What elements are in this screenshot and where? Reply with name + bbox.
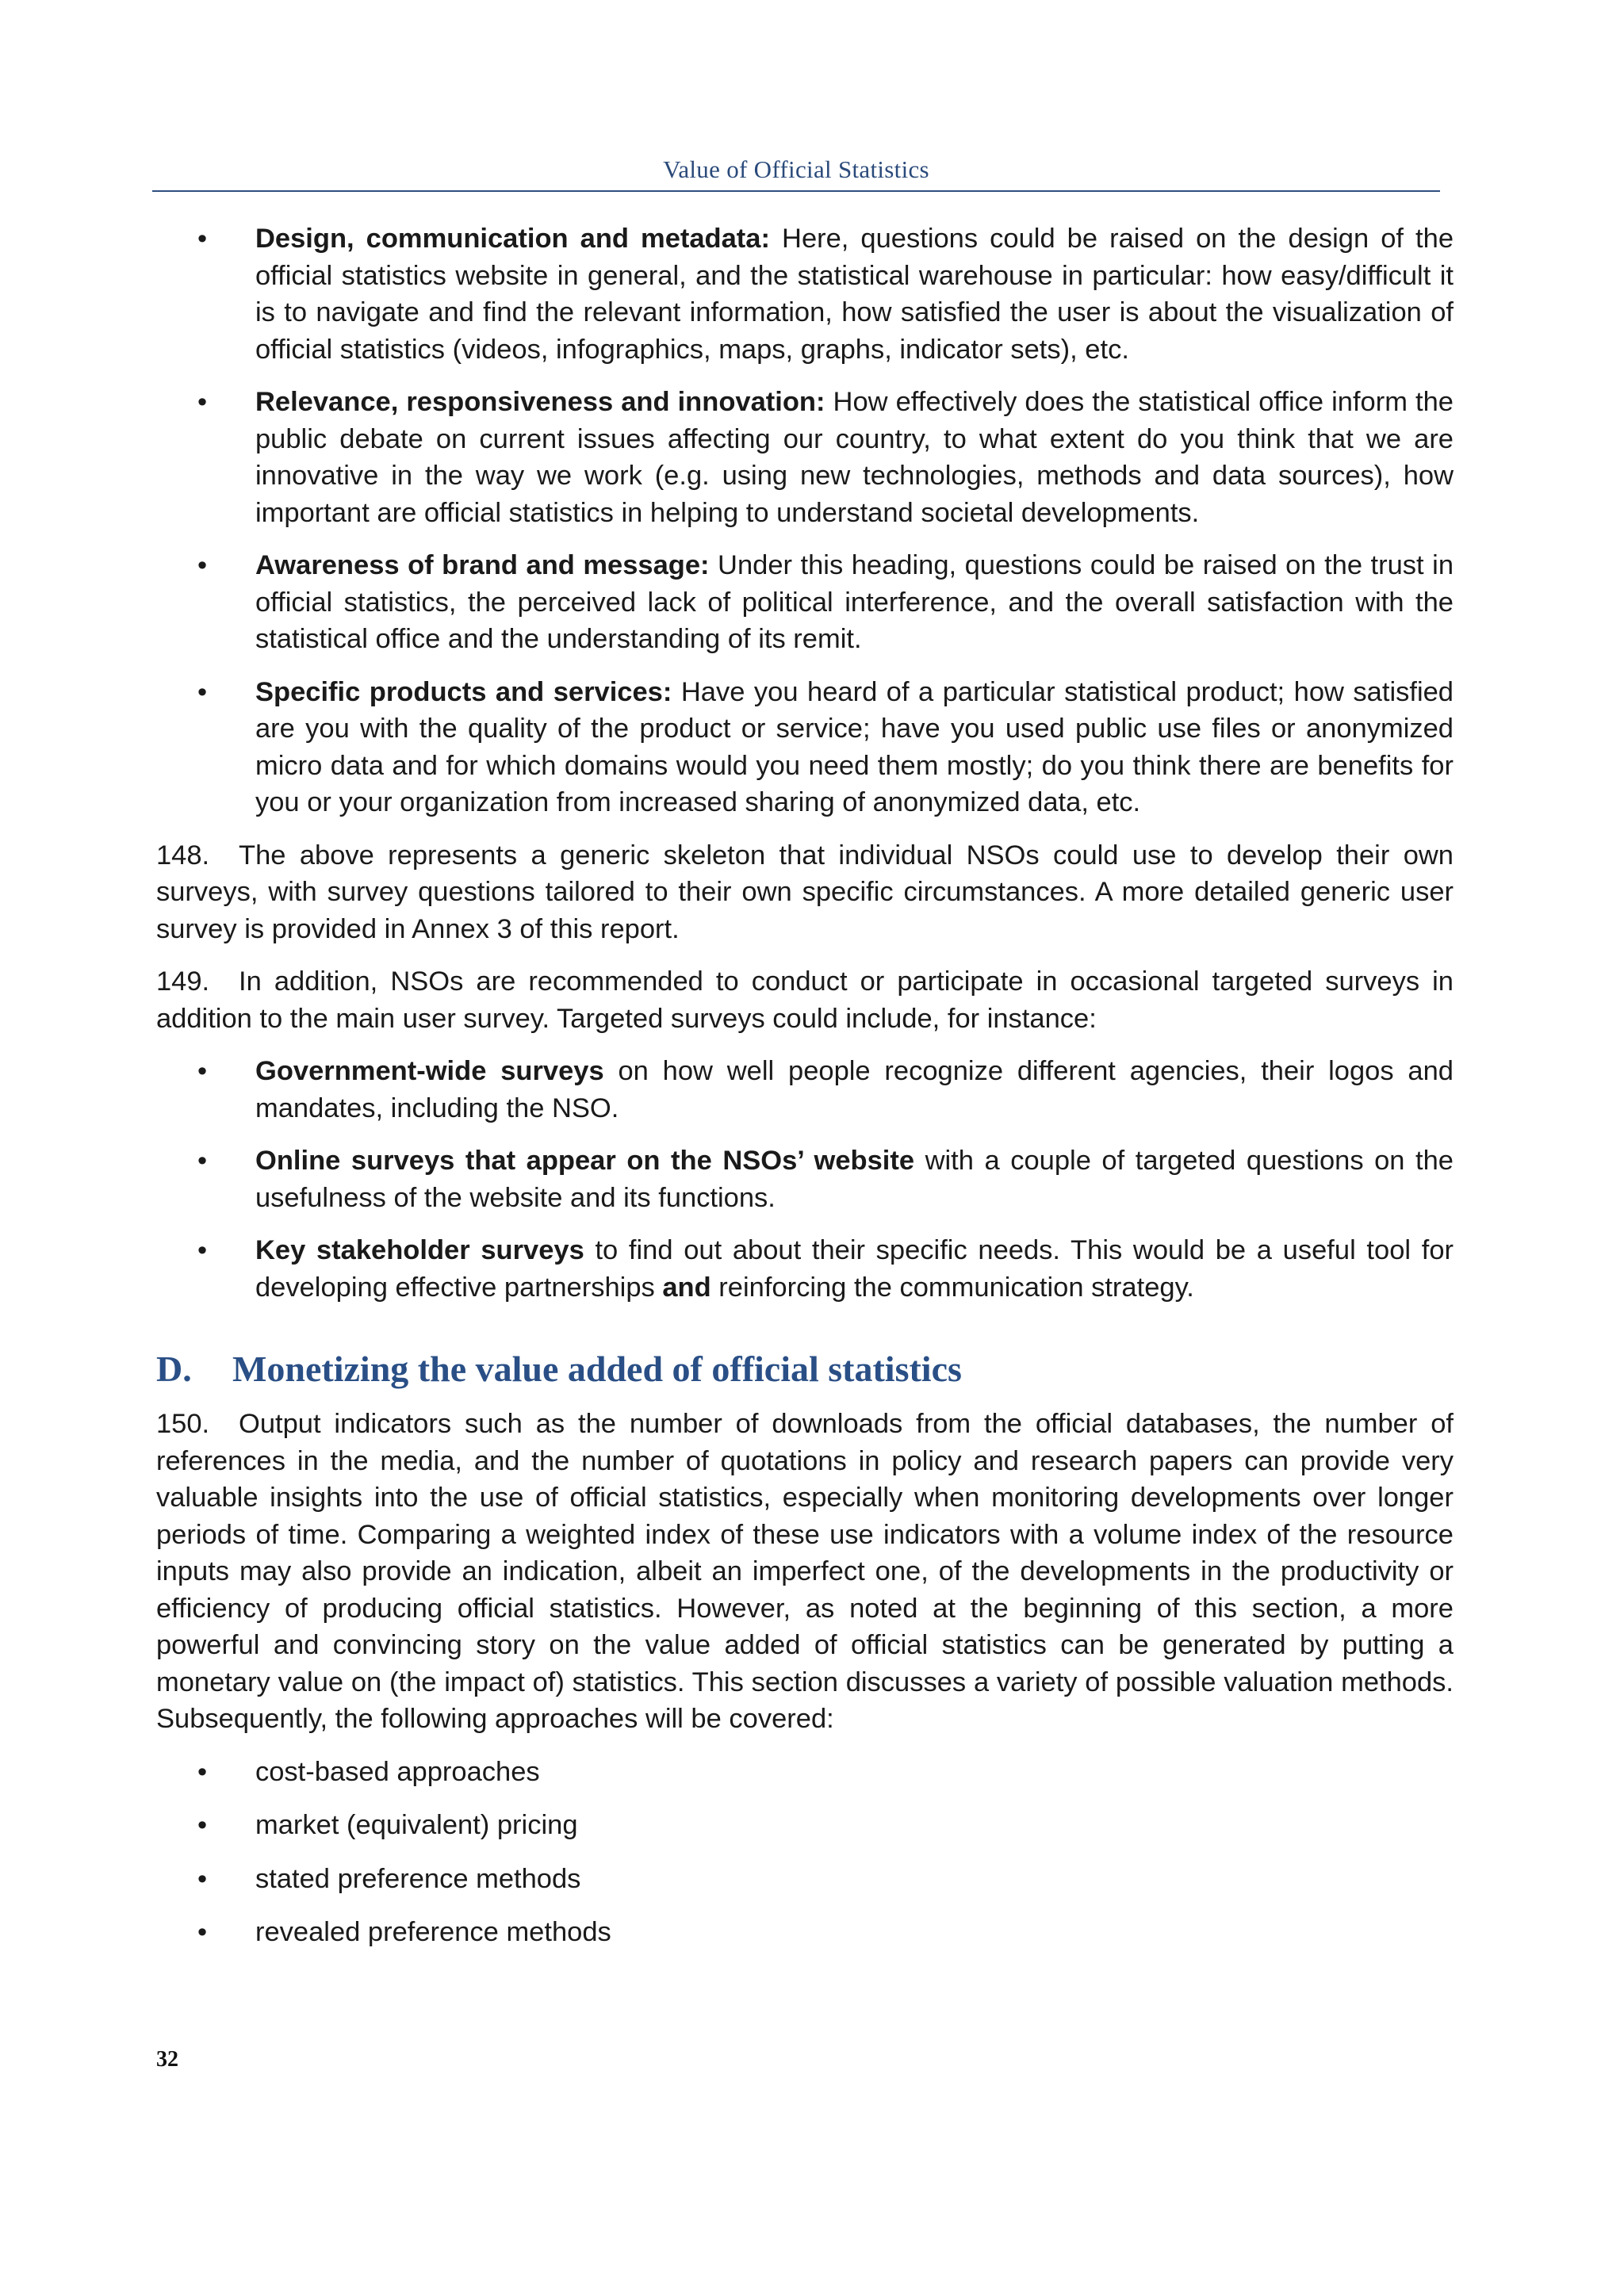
bullet-icon: • <box>197 387 208 417</box>
item-text: Here, questions could be raised on the design of the official statistics website in general, and the statistical warehouse in particular: how easy/difficult it is to navigate and find the relevant information, how satisfied the user is about the visualization of official statistics (videos, infographics, maps, graphs, indicator sets), etc. <box>255 224 1454 365</box>
list-item <box>156 1914 1454 1951</box>
list-item <box>156 1861 1454 1898</box>
item-text: with a couple of targeted questions on the usefulness of the website and its functions. <box>255 1146 1454 1213</box>
header-rule <box>152 190 1440 192</box>
list-item <box>156 384 1454 531</box>
bullet-icon: • <box>197 676 208 707</box>
bullet-icon: • <box>197 1056 208 1086</box>
paragraph-148 <box>156 837 1454 948</box>
bullet-icon: • <box>197 1810 208 1840</box>
item-heading: Awareness of brand and message: <box>255 550 710 580</box>
paragraph-150 <box>156 1406 1454 1738</box>
survey-topic-list <box>156 220 1454 821</box>
list-item <box>156 1232 1454 1306</box>
list-item <box>156 1754 1454 1791</box>
section-letter: D. <box>156 1349 192 1389</box>
list-item <box>156 220 1454 368</box>
running-header: Value of Official Statistics <box>663 155 929 183</box>
list-item <box>156 547 1454 658</box>
item-text: Under this heading, questions could be raised on the trust in official statistics, the perceived lack of political interference, and the overall satisfaction with the statistical office and the understanding of its remit. <box>255 550 1454 654</box>
item-text: revealed preference methods <box>255 1917 611 1947</box>
paragraph-number: 149. <box>156 966 210 997</box>
targeted-survey-list <box>156 1053 1454 1306</box>
section-heading <box>156 1347 1454 1391</box>
item-heading: Key stakeholder surveys <box>255 1235 584 1265</box>
list-item <box>156 1142 1454 1216</box>
list-item <box>156 1807 1454 1844</box>
bullet-icon: • <box>197 1146 208 1176</box>
item-text: reinforcing the communication strategy. <box>710 1272 1194 1303</box>
item-emphasis: and <box>662 1272 711 1303</box>
item-text: to find out about their specific needs. This would be a useful tool for developing effective partnerships <box>255 1235 1454 1303</box>
bullet-icon: • <box>197 1235 208 1265</box>
item-heading: Design, communication and metadata: <box>255 224 770 254</box>
bullet-icon: • <box>197 550 208 580</box>
item-heading: Online surveys that appear on the NSOs’ website <box>255 1146 915 1176</box>
item-text: market (equivalent) pricing <box>255 1810 578 1840</box>
bullet-icon: • <box>197 224 208 254</box>
bullet-icon: • <box>197 1917 208 1947</box>
item-heading: Relevance, responsiveness and innovation: <box>255 387 825 417</box>
paragraph-text: Output indicators such as the number of downloads from the official databases, the number of references in the media, and the number of quotations in policy and research papers can provide very valuable insights into the use of official statistics, especially when monitoring developments over longer periods of time. Comparing a weighted index of these use indicators with a volume index of the resource inputs may also provide an indication, albeit an imperfect one, of the developments in the productivity or efficiency of producing official statistics. However, as noted at the beginning of this section, a more powerful and convincing story on the value added of official statistics can be generated by putting a monetary value on (the impact of) statistics. This section discusses a variety of possible valuation methods. Subsequently, the following approaches will be covered: <box>156 1409 1454 1734</box>
item-text: How effectively does the statistical office inform the public debate on current issues affecting our country, to what extent do you think that we are innovative in the way we work (e.g. using new technologies, methods and data sources), how important are official statistics in helping to understand societal developments. <box>255 387 1454 528</box>
item-heading: Government-wide surveys <box>255 1056 604 1086</box>
item-text: stated preference methods <box>255 1863 581 1894</box>
item-text: on how well people recognize different agencies, their logos and mandates, including the NSO. <box>255 1056 1454 1123</box>
paragraph-number: 150. <box>156 1409 210 1439</box>
bullet-icon: • <box>197 1863 208 1894</box>
page-body <box>156 220 1454 1968</box>
valuation-methods-list <box>156 1754 1454 1951</box>
paragraph-text: In addition, NSOs are recommended to conduct or participate in occasional targeted surveys in addition to the main user survey. Targeted surveys could include, for instance: <box>156 966 1454 1034</box>
section-title: Monetizing the value added of official statistics <box>232 1349 962 1389</box>
bullet-icon: • <box>197 1756 208 1787</box>
paragraph-text: The above represents a generic skeleton that individual NSOs could use to develop their own surveys, with survey questions tailored to their own specific circumstances. A more detailed generic user survey is provided in Annex 3 of this report. <box>156 840 1454 944</box>
page-number: 32 <box>156 2047 178 2072</box>
list-item <box>156 674 1454 821</box>
item-text: cost-based approaches <box>255 1756 540 1787</box>
paragraph-number: 148. <box>156 840 210 871</box>
list-item <box>156 1053 1454 1127</box>
item-heading: Specific products and services: <box>255 676 672 707</box>
paragraph-149 <box>156 963 1454 1037</box>
item-text: Have you heard of a particular statistical product; how satisfied are you with the quality of the product or service; have you used public use files or anonymized micro data and for which domains would you need them mostly; do you think there are benefits for you or your organization from increased sharing of anonymized data, etc. <box>255 676 1454 817</box>
